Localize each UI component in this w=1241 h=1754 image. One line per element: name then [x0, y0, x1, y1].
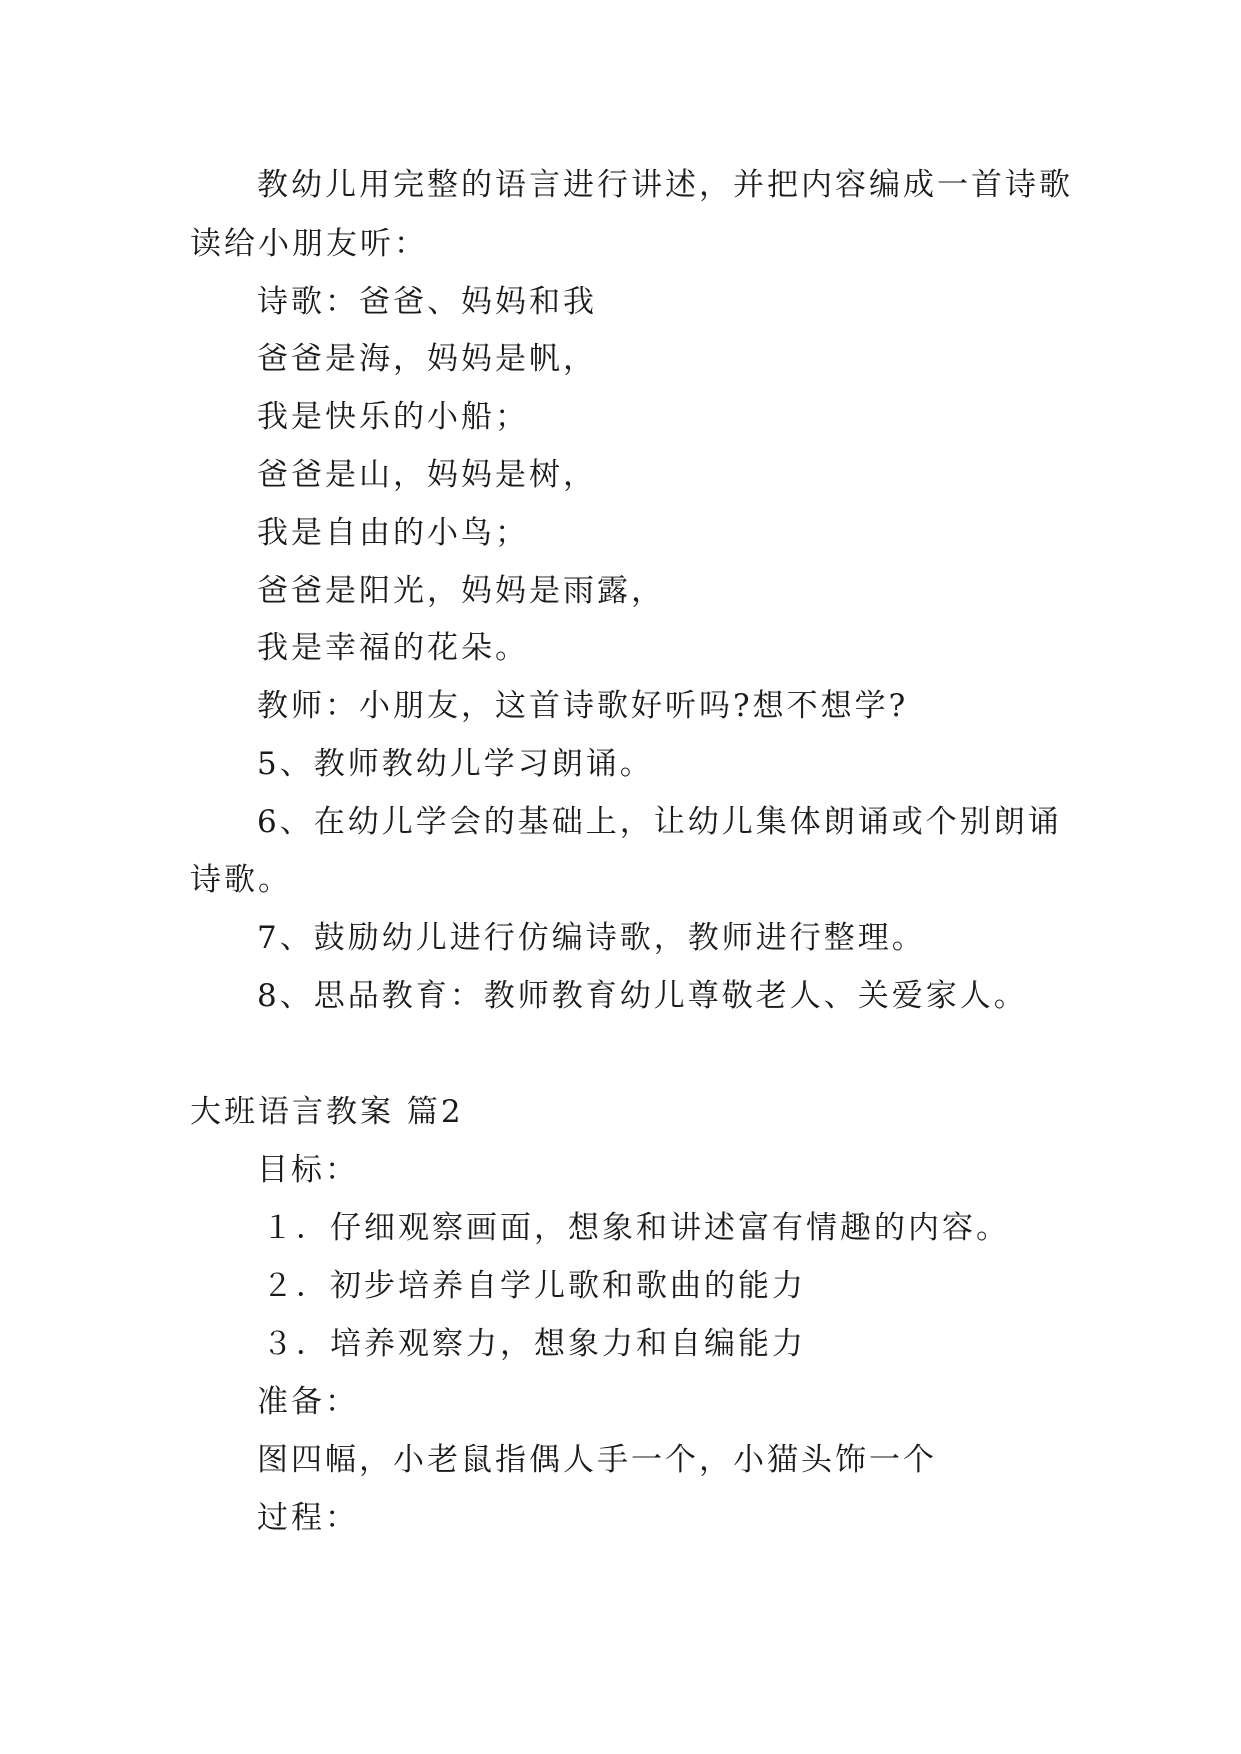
- poem-line: 爸爸是山，妈妈是树，: [257, 457, 597, 493]
- teacher-question: 教师：小朋友，这首诗歌好听吗?想不想学?: [257, 688, 909, 724]
- prep-text: 图四幅，小老鼠指偶人手一个，小猫头饰一个: [257, 1442, 937, 1478]
- poem-line: 我是自由的小鸟；: [257, 515, 529, 551]
- poem-line: 我是幸福的花朵。: [257, 630, 529, 666]
- goals-label: 目标：: [257, 1152, 359, 1188]
- goal-item: １．仔细观察画面，想象和讲述富有情趣的内容。: [262, 1210, 1010, 1246]
- process-label: 过程：: [257, 1500, 359, 1536]
- step-6-line-2: 诗歌。: [190, 862, 292, 898]
- step-6-line-1: 6、在幼儿学会的基础上，让幼儿集体朗诵或个别朗诵: [257, 804, 1062, 840]
- goal-item: ２．初步培养自学儿歌和歌曲的能力: [262, 1268, 806, 1304]
- poem-line: 爸爸是海，妈妈是帆，: [257, 341, 597, 377]
- step-7: 7、鼓励幼儿进行仿编诗歌，教师进行整理。: [257, 920, 926, 956]
- step-5: 5、教师教幼儿学习朗诵。: [257, 746, 654, 782]
- intro-line-1: 教幼儿用完整的语言进行讲述，并把内容编成一首诗歌: [257, 167, 1073, 203]
- goal-item: ３．培养观察力，想象力和自编能力: [262, 1326, 806, 1362]
- poem-line: 爸爸是阳光，妈妈是雨露，: [257, 573, 665, 609]
- intro-line-2: 读给小朋友听：: [190, 226, 428, 262]
- prep-label: 准备：: [257, 1384, 359, 1420]
- poem-title: 诗歌：爸爸、妈妈和我: [257, 284, 597, 320]
- section-heading: 大班语言教案 篇2: [190, 1094, 464, 1130]
- poem-line: 我是快乐的小船；: [257, 399, 529, 435]
- step-8: 8、思品教育：教师教育幼儿尊敬老人、关爱家人。: [257, 978, 1028, 1014]
